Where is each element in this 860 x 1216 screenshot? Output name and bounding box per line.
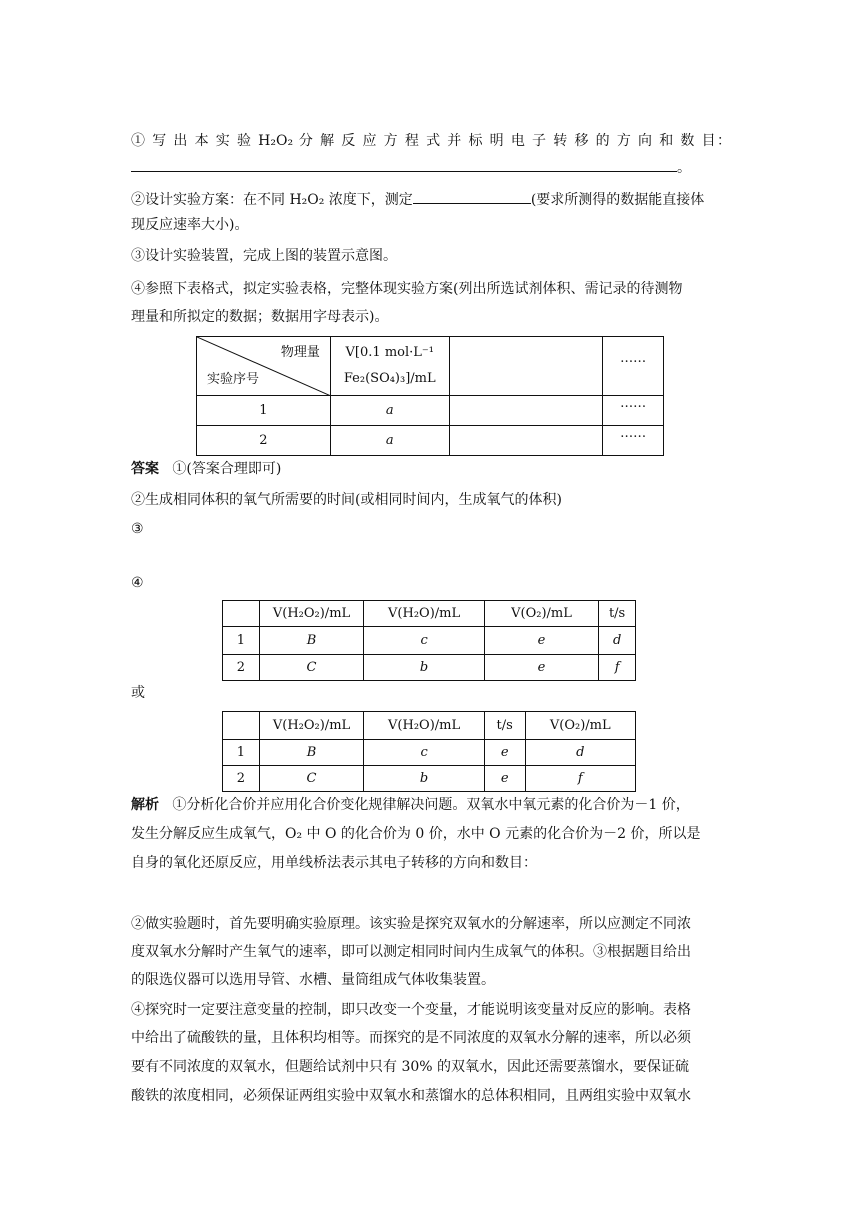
t2-r2-h2o: b (364, 655, 484, 681)
t2-header-time: t/s (599, 601, 636, 627)
header-volume-line2: Fe₂(SO₄)₃]/mL (343, 371, 436, 386)
blank-line (131, 157, 677, 172)
row-2-volume: a (330, 426, 449, 456)
header-physical-quantity: 物理量 (280, 345, 320, 360)
analysis-line-5: 度双氧水分解时产生氧气的速率，即可以测定相同时间内生成氧气的体积。③根据题目给出 (131, 944, 691, 960)
question-1-answer-blank (131, 157, 731, 178)
analysis-line-6: 的限选仪器可以选用导管、水槽、量筒组成气体收集装置。 (131, 972, 495, 988)
t2-header-blank (223, 601, 260, 627)
empty-header-cell (449, 337, 603, 396)
analysis-line-4: ②做实验题时，首先要明确实验原理。该实验是探究双氧水的分解速率，所以应测定不同浓 (131, 916, 691, 932)
row-1-volume: a (330, 396, 449, 426)
t2-r1-no: 1 (223, 627, 260, 655)
answer-line-1 (131, 459, 731, 479)
header-ellipsis: …… (603, 337, 664, 396)
t2-r1-time: d (599, 627, 636, 655)
t3-r1-h2o: c (364, 740, 484, 766)
t3-r1-o2: d (525, 740, 635, 766)
t3-header-h2o2: V(H₂O₂)/mL (259, 712, 364, 740)
t2-r1-h2o2: B (259, 627, 364, 655)
t3-r1-no: 1 (223, 740, 260, 766)
row-2-no: 2 (197, 426, 331, 456)
analysis-line-8: 中给出了硫酸铁的量，且体积均相等。而探究的是不同浓度的双氧水分解的速率，所以必须 (131, 1030, 691, 1046)
analysis-line-1 (131, 795, 731, 815)
row-1-no: 1 (197, 396, 331, 426)
question-3-text: ③设计实验装置，完成上图的装置示意图。 (131, 248, 397, 264)
answer-3: ③ (131, 521, 144, 537)
answer-1: ①(答案合理即可) (172, 461, 282, 477)
analysis-line-9: 要有不同浓度的双氧水，但题给试剂中只有 30% 的双氧水，因此还需要蒸馏水，要保证硫 (131, 1059, 690, 1075)
t2-header-h2o2: V(H₂O₂)/mL (259, 601, 364, 627)
question-1-text: ① 写 出 本 实 验 H₂O₂ 分 解 反 应 方 程 式 并 标 明 电 子 转 移 的 方 向 和 数 目： (131, 133, 731, 149)
t3-r1-time: e (484, 740, 525, 766)
analysis-line-7: ④探究时一定要注意变量的控制，即只改变一个变量，才能说明该变量对反应的影响。表格 (131, 1002, 691, 1018)
t3-header-h2o: V(H₂O)/mL (364, 712, 484, 740)
t3-r2-h2o2: C (259, 766, 364, 792)
answer-4: ④ (131, 575, 144, 591)
t3-r2-h2o: b (364, 766, 484, 792)
experiment-table-template (196, 336, 664, 456)
t2-header-h2o: V(H₂O)/mL (364, 601, 484, 627)
period: 。 (677, 160, 691, 176)
analysis-line-2: 发生分解反应生成氧气，O₂ 中 O 的化合价为 0 价，水中 O 元素的化合价为－2 价，所以是 (131, 826, 701, 842)
row-2-ellipsis: …… (603, 426, 664, 456)
header-experiment-no: 实验序号 (207, 372, 260, 387)
row-1-ellipsis: …… (603, 396, 664, 426)
question-2-prefix: ②设计实验方案：在不同 H₂O₂ 浓度下，测定 (131, 192, 413, 208)
row-1-empty (449, 396, 603, 426)
diagonal-header-cell (197, 337, 331, 396)
answer-label: 答案 (131, 461, 159, 477)
analysis-line-10: 酸铁的浓度相同，必须保证两组实验中双氧水和蒸馏水的总体积相同，且两组实验中双氧水 (131, 1088, 691, 1104)
analysis-line-3: 自身的氧化还原反应，用单线桥法表示其电子转移的方向和数目： (131, 855, 537, 871)
t2-r1-h2o: c (364, 627, 484, 655)
question-4-line2: 理量和所拟定的数据；数据用字母表示)。 (131, 309, 389, 325)
answer-table-1 (222, 600, 636, 681)
header-fe2so43-volume (330, 337, 449, 396)
blank-line (413, 189, 531, 204)
analysis-label: 解析 (131, 797, 159, 813)
t3-r2-time: e (484, 766, 525, 792)
row-2-empty (449, 426, 603, 456)
answer-2: ②生成相同体积的氧气所需要的时间(或相同时间内，生成氧气的体积) (131, 492, 562, 508)
t2-r1-o2: e (484, 627, 598, 655)
t2-r2-time: f (599, 655, 636, 681)
answer-table-2 (222, 711, 636, 792)
t2-r2-no: 2 (223, 655, 260, 681)
t2-r2-o2: e (484, 655, 598, 681)
t3-r1-h2o2: B (259, 740, 364, 766)
question-4-line1: ④参照下表格式，拟定实验表格，完整体现实验方案(列出所选试剂体积、需记录的待测物 (131, 281, 683, 297)
t3-r2-no: 2 (223, 766, 260, 792)
question-2-line2: 现反应速率大小)。 (131, 217, 249, 233)
t3-header-blank (223, 712, 260, 740)
header-volume-line1: V[0.1 mol·L⁻¹ (345, 345, 434, 360)
t2-header-o2: V(O₂)/mL (484, 601, 598, 627)
t3-r2-o2: f (525, 766, 635, 792)
question-2-text (131, 189, 731, 210)
question-2-suffix: (要求所测得的数据能直接体 (530, 192, 705, 208)
t3-header-o2: V(O₂)/mL (525, 712, 635, 740)
t2-r2-h2o2: C (259, 655, 364, 681)
or-text: 或 (131, 685, 145, 701)
analysis-text-1: ①分析化合价并应用化合价变化规律解决问题。双氧水中氧元素的化合价为－1 价， (172, 797, 690, 813)
t3-header-time: t/s (484, 712, 525, 740)
